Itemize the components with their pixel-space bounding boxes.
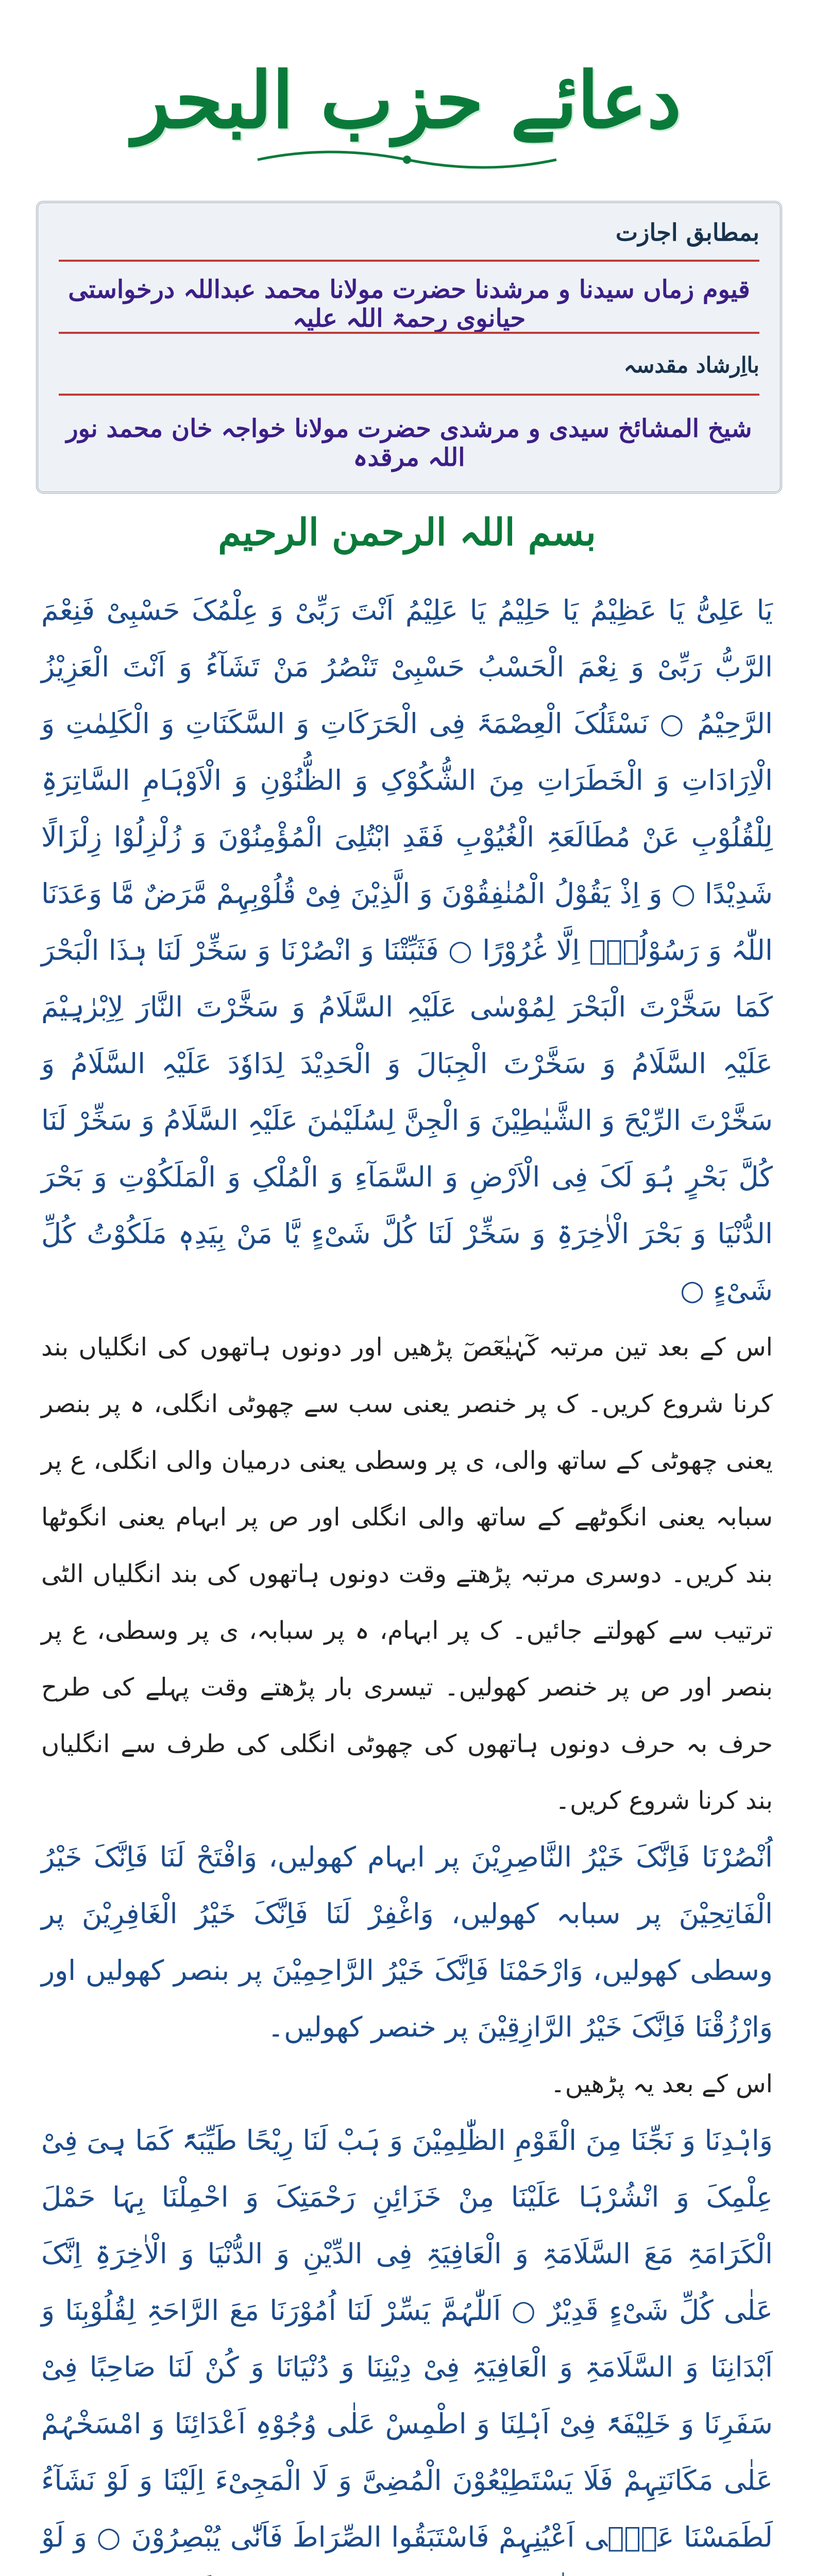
permission-box (36, 201, 782, 494)
prayer-paragraph-2: اُنْصُرْنَا فَاِنَّکَ خَیْرُ النَّاصِرِیْنَ پر ابہام کھولیں، وَافْتَحْ لَنَا فَاِنَّکَ خَیْرُ الْفَاتِحِیْنَ پر سبابہ کھولیں، وَاغْفِرْ لَنَا فَاِنَّکَ خَیْرُ الْغَافِرِیْنَ پر وسطی کھولیں، وَارْحَمْنَا فَاِنَّکَ خَیْرُ الرَّاحِمِیْنَ پر بنصر کھولیں اور وَارْزُقْنَا فَاِنَّکَ خَیْرُ الرَّازِقِیْنَ پر خنصر کھولیں۔ (41, 1841, 773, 2043)
bismillah: بسم اللہ الرحمن الرحیم (218, 510, 596, 554)
header (0, 15, 814, 185)
instruction-1: اس کے بعد تین مرتبہ کٓہٰیٰعٓصٓ پڑھیں اور دونوں ہاتھوں کی انگلیاں بند کرنا شروع کریں۔ ک پر خنصر یعنی سب سے چھوٹی انگلی، ہ پر بنصر یعنی چھوٹی کے ساتھ والی، ی پر وسطی یعنی درمیان والی انگلی، ع پر سبابہ یعنی انگوٹھے کے ساتھ والی انگلی اور ص پر ابہام یعنی انگوٹھا بند کریں۔ دوسری مرتبہ پڑھتے وقت دونوں ہاتھوں کی بند انگلیاں الٹی ترتیب سے کھولتے جائیں۔ ک پر ابہام، ہ پر سبابہ، ی پر وسطی، ع پر بنصر اور ص پر خنصر کھولیں۔ تیسری بار پڑھتے وقت پہلے کی طرح حرف بہ حرف دونوں ہاتھوں کی چھوٹی انگلی کی طرف سے انگلیاں بند کرنا شروع کریں۔ (41, 1333, 773, 1815)
title-flourish-icon (252, 144, 562, 175)
prayer-paragraph-1: یَا عَلِیُّ یَا عَظِیْمُ یَا حَلِیْمُ یَا عَلِیْمُ اَنْتَ رَبِّیْ وَ عِلْمُکَ حَسْبِیْ فَنِعْمَ الرَّبُّ رَبِّیْ وَ نِعْمَ الْحَسْبُ حَسْبِیْ تَنْصُرُ مَنْ تَشَآءُ وَ اَنْتَ الْعَزِیْزُ الرَّحِیْمُ ○ نَسْئَلُکَ الْعِصْمَۃَ فِی الْحَرَکَاتِ وَ السَّکَنَاتِ وَ الْکَلِمٰتِ وَ الْاِرَادَاتِ وَ الْخَطَرَاتِ مِنَ الشُّکُوْکِ وَ الظُّنُوْنِ وَ الْاَوْہَامِ السَّاتِرَۃِ لِلْقُلُوْبِ عَنْ مُطَالَعَۃِ الْغُیُوْبِ فَقَدِ ابْتُلِیَ الْمُؤْمِنُوْنَ وَ زُلْزِلُوْا زِلْزَالًا شَدِیْدًا ○ وَ اِذْ یَقُوْلُ الْمُنٰفِقُوْنَ وَ الَّذِیْنَ فِیْ قُلُوْبِہِمْ مَّرَضٌ مَّا وَعَدَنَا اللّٰہُ وَ رَسُوْلُہٗۤ اِلَّا غُرُوْرًا ○ فَثَبِّتْنَا وَ انْصُرْنَا وَ سَخِّرْ لَنَا ہٰذَا الْبَحْرَ کَمَا سَخَّرْتَ الْبَحْرَ لِمُوْسٰی عَلَیْہِ السَّلَامُ وَ سَخَّرْتَ النَّارَ لِاِبْرٰہِیْمَ عَلَیْہِ السَّلَامُ وَ سَخَّرْتَ الْجِبَالَ وَ الْحَدِیْدَ لِدَاوٗدَ عَلَیْہِ السَّلَامُ وَ سَخَّرْتَ الرِّیْحَ وَ الشَّیٰطِیْنَ وَ الْجِنَّ لِسُلَیْمٰنَ عَلَیْہِ السَّلَامُ وَ سَخِّرْ لَنَا کُلَّ بَحْرٍ ہُوَ لَکَ فِی الْاَرْضِ وَ السَّمَآءِ وَ الْمُلْکِ وَ الْمَلَکُوْتِ وَ بَحْرَ الدُّنْیَا وَ بَحْرَ الْاٰخِرَۃِ وَ سَخِّرْ لَنَا کُلَّ شَیْءٍ یَّا مَنْ بِیَدِہٖ مَلَکُوْتُ کُلِّ شَیْءٍ ○ (41, 594, 773, 1307)
instruction-2: اس کے بعد یہ پڑھیں۔ (550, 2070, 773, 2098)
divider (59, 260, 759, 262)
divider (59, 332, 759, 334)
prayer-text (41, 582, 773, 2576)
permission-line-2: شیخ المشائخ سیدی و مرشدی حضرت مولانا خواجہ خان محمد نور اللہ مرقدہ (66, 414, 752, 472)
permission-line-1: قیوم زماں سیدنا و مرشدنا حضرت مولانا محمد عبداللہ درخواستی حیانوی رحمۃ اللہ علیہ (68, 275, 750, 333)
permission-sub-heading: بااِرشاد مقدسہ (623, 352, 759, 378)
prayer-paragraph-3: وَاہْدِنَا وَ نَجِّنَا مِنَ الْقَوْمِ الظّٰلِمِیْنَ وَ ہَبْ لَنَا رِیْحًا طَیِّبَۃً کَمَا ہِیَ فِیْ عِلْمِکَ وَ انْشُرْہَا عَلَیْنَا مِنْ خَزَائِنِ رَحْمَتِکَ وَ احْمِلْنَا بِہَا حَمْلَ الْکَرَامَۃِ مَعَ السَّلَامَۃِ وَ الْعَافِیَۃِ فِی الدِّیْنِ وَ الدُّنْیَا وَ الْاٰخِرَۃِ اِنَّکَ عَلٰی کُلِّ شَیْءٍ قَدِیْرٌ ○ اَللّٰہُمَّ یَسِّرْ لَنَا اُمُوْرَنَا مَعَ الرَّاحَۃِ لِقُلُوْبِنَا وَ اَبْدَانِنَا وَ السَّلَامَۃِ وَ الْعَافِیَۃِ فِیْ دِیْنِنَا وَ دُنْیَانَا وَ کُنْ لَنَا صَاحِبًا فِیْ سَفَرِنَا وَ خَلِیْفَۃً فِیْ اَہْلِنَا وَ اطْمِسْ عَلٰی وُجُوْہِ اَعْدَائِنَا وَ امْسَخْہُمْ عَلٰی مَکَانَتِہِمْ فَلَا یَسْتَطِیْعُوْنَ الْمُضِیَّ وَ لَا الْمَجِیْءَ اِلَیْنَا وَ لَوْ نَشَآءُ لَطَمَسْنَا عَلٰۤی اَعْیُنِہِمْ فَاسْتَبَقُوا الصِّرَاطَ فَاَنّٰی یُبْصِرُوْنَ ○ وَ لَوْ (41, 2124, 773, 2553)
permission-heading: بمطابق اجازت (615, 218, 759, 246)
page-title: دعائے حزب البحر (132, 55, 682, 146)
divider (59, 394, 759, 396)
